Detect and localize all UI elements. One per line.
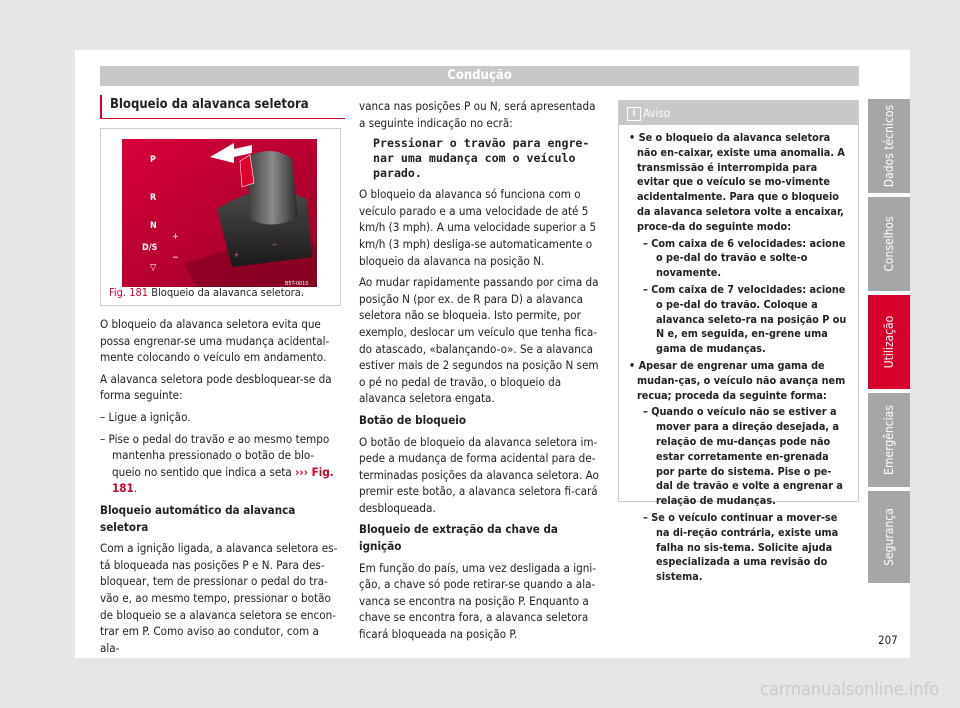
figure-caption bbox=[109, 286, 304, 299]
subheading: Bloqueio de extração da chave da ignição bbox=[359, 522, 558, 554]
gear-n: N bbox=[150, 221, 157, 231]
figure-link[interactable]: ››› Fig. 181 bbox=[112, 464, 334, 496]
console-plus: + bbox=[234, 251, 240, 259]
chapter-header: Condução bbox=[100, 66, 859, 86]
paragraph: A alavanca seletora pode desbloquear-se da forma seguinte: bbox=[100, 371, 332, 403]
sub-item: – Com caixa de 6 velocidades: acione o pe-dal do travão e solte-o novamente. bbox=[643, 236, 846, 280]
section-title: Bloqueio da alavanca seletora bbox=[100, 95, 345, 119]
paragraph: O bloqueio da alavanca seletora evita que possa engrenar-se uma mudança acidental-mente colocando o veículo em andamento. bbox=[100, 317, 330, 365]
column-1 bbox=[100, 316, 340, 661]
warning-body bbox=[619, 125, 858, 585]
figure-label: Fig. 181 bbox=[109, 286, 149, 299]
paragraph: Com a ignição ligada, a alavanca seletora es-tá bloqueada nas posições P e N. Para des-bloquear, tem de pressionar o pedal do tra-vão e, ao mesmo tempo, pressionar o botão de bloqueio se a alavanca seletora se encon-trar em P. Como aviso ao condutor, com a ala- bbox=[100, 541, 338, 655]
sub-item: – Se o veículo continuar a mover-se na di-reção contrária, existe uma falha no sis-tema. Solicite ajuda especializada a uma revisão do sistema. bbox=[643, 510, 839, 584]
display-message: Pressionar o travão para engre-nar uma mudança com o veículo parado. bbox=[373, 136, 590, 181]
paragraph: vanca nas posições P ou N, será apresentada a seguinte indicação no ecrã: bbox=[359, 99, 596, 130]
list-item: – Pise o pedal do travão e ao mesmo tempo mantenha pressionado o botão de blo-queio no sentido que indica a seta ››› Fig. 181. bbox=[100, 431, 334, 496]
gear-ds: D/S bbox=[142, 243, 158, 253]
gear-selector-image bbox=[122, 139, 317, 287]
tab-conselhos[interactable]: Conselhos bbox=[868, 197, 910, 291]
sub-item: – Com caixa de 7 velocidades: acione o pe-dal do travão. Coloque a alavanca seleto-ra na posição P ou N e, em seguida, en-grene uma gama de mudanças. bbox=[643, 282, 847, 356]
warning-title: Aviso bbox=[643, 106, 671, 120]
gear-plus: + bbox=[172, 232, 179, 242]
bullet-item: • Se o bloqueio da alavanca seletora não en-caixar, existe uma anomalia. A transmissão é interrompida para evitar que o veículo se mo-vimente acidentalmente. Para que o bloqueio da alavanca seletora volte a encaixar, proce-da do seguinte modo: bbox=[629, 131, 845, 233]
paragraph: Ao mudar rapidamente passando por cima da posição N (por ex. de R para D) a alavanca seletora não se bloqueia. Isto permite, por exemplo, deslocar um veículo que tenha fica-do atascado, «balançando-o». Se a alavanca estiver mais de 2 segundos na posição N sem o pé no pedal de travão, o bloqueio da alavanca seletora engata. bbox=[359, 275, 599, 406]
tab-emergencias[interactable]: Emergências bbox=[868, 393, 910, 487]
sub-item: – Quando o veículo não se estiver a mover para a direção desejada, a relação de mu-danças pode não estar corretamente en-grenada por parte do sistema. Pise o pe-dal de travão e volte a engrenar a relação de mudanças. bbox=[643, 405, 843, 508]
figure-181 bbox=[100, 128, 341, 306]
gear-triangle-icon: ▽ bbox=[150, 263, 157, 273]
figure-caption-text: Bloqueio da alavanca seletora. bbox=[151, 286, 304, 299]
warning-header bbox=[619, 101, 858, 125]
tab-dados-tecnicos[interactable]: Dados técnicos bbox=[868, 99, 910, 193]
watermark: carmanualsonline.info bbox=[760, 679, 940, 700]
info-icon: i bbox=[627, 107, 641, 121]
paragraph: Em função do país, uma vez desligada a igni-ção, a chave só pode retirar-se quando a ala-vanca se encontra na posição P. Enquanto a chave se encontra fora, a alavanca seletora ficará bloqueada na posição P. bbox=[359, 560, 597, 642]
tab-utilizacao[interactable]: Utilização bbox=[868, 295, 910, 389]
gear-minus: − bbox=[172, 253, 179, 263]
subheading: Bloqueio automático da alavanca seletora bbox=[100, 502, 296, 534]
list-item: – Ligue a ignição. bbox=[100, 409, 191, 424]
paragraph: O bloqueio da alavanca só funciona com o veículo parado e a uma velocidade de até 5 km/h (3 mph). A uma velocidade superior a 5 km/h (3 mph) desliga-se automaticamente o bloqueio da alavanca na posição N. bbox=[359, 187, 597, 268]
bullet-item: • Apesar de engrenar uma gama de mudan-ças, o veículo não avança nem recua; proceda da seguinte forma: bbox=[629, 358, 846, 402]
console-minus: − bbox=[272, 241, 278, 249]
paragraph: O botão de bloqueio da alavanca seletora im-pede a mudança de forma acidental para de-terminadas posições da alavanca seletora. Ao premir este botão, a alavanca seletora fi-cará desbloqueada. bbox=[359, 434, 599, 515]
tab-seguranca[interactable]: Segurança bbox=[868, 491, 910, 583]
gear-p: P bbox=[150, 155, 156, 165]
page-number: 207 bbox=[878, 633, 898, 647]
gear-r: R bbox=[150, 193, 157, 203]
subheading: Botão de bloqueio bbox=[359, 412, 467, 427]
lever-knob bbox=[247, 151, 298, 225]
warning-box bbox=[618, 100, 859, 584]
column-2 bbox=[359, 98, 603, 648]
figure-code: B5T-0010 bbox=[285, 281, 309, 287]
